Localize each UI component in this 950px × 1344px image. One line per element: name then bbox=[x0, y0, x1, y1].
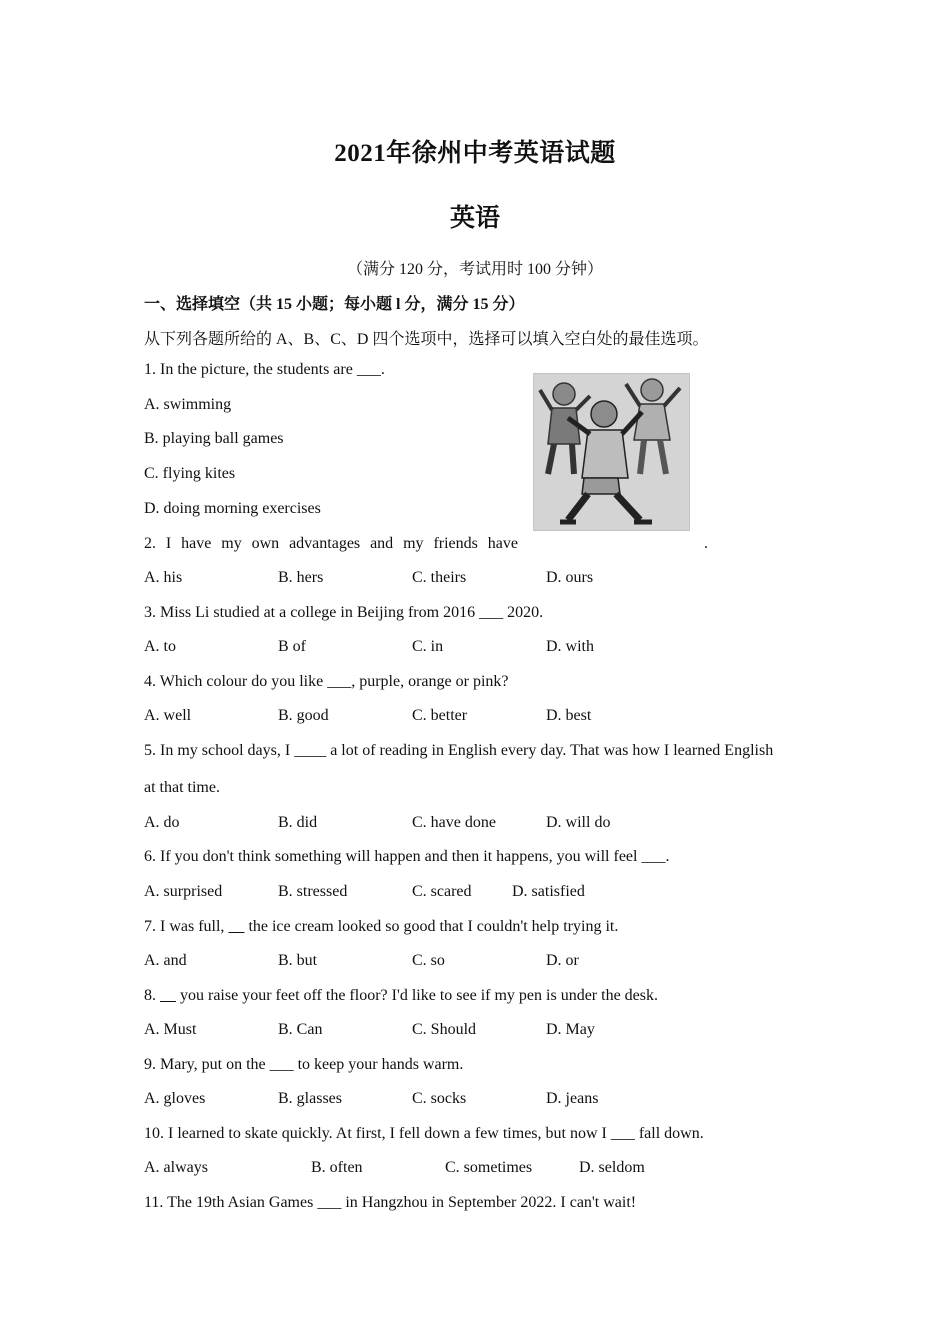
question-2-option-a: A. his bbox=[144, 569, 183, 586]
question-4-option-b: B. good bbox=[278, 707, 329, 724]
question-4-option-d: D. best bbox=[546, 707, 592, 724]
stem-part: 8. bbox=[144, 987, 160, 1004]
subject-title: 英语 bbox=[449, 205, 500, 232]
stem-word: I bbox=[165, 535, 172, 552]
stem-part: you raise your feet off the floor? I'd like to see if my pen is under the desk. bbox=[176, 987, 658, 1004]
section-heading: 一、选择填空（共 15 小题；每小题 l 分，满分 15 分） bbox=[144, 296, 525, 313]
question-9-option-d: D. jeans bbox=[546, 1090, 599, 1107]
answer-blank bbox=[228, 918, 244, 935]
stem-word: 2. bbox=[144, 535, 156, 552]
question-1-option-d: D. doing morning exercises bbox=[144, 500, 321, 517]
question-10-stem: 10. I learned to skate quickly. At first, I fell down a few times, but now I ___ fall down. bbox=[144, 1125, 704, 1142]
question-8-option-c: C. Should bbox=[412, 1021, 477, 1038]
question-10-option-d: D. seldom bbox=[579, 1159, 645, 1176]
question-10-option-a: A. always bbox=[144, 1159, 208, 1176]
question-7-option-b: B. but bbox=[278, 952, 318, 969]
question-10-option-b: B. often bbox=[311, 1159, 363, 1176]
question-1-option-c: C. flying kites bbox=[144, 465, 236, 482]
stem-part: the ice cream looked so good that I couldn't help trying it. bbox=[244, 918, 619, 935]
question-6-option-c: C. scared bbox=[412, 883, 472, 900]
question-6-option-b: B. stressed bbox=[278, 883, 348, 900]
score-time-note: （满分 120 分，考试用时 100 分钟） bbox=[346, 261, 603, 278]
stem-word: my bbox=[221, 535, 242, 552]
question-2-option-b: B. hers bbox=[278, 569, 324, 586]
question-8-option-a: A. Must bbox=[144, 1021, 197, 1038]
question-9-option-b: B. glasses bbox=[278, 1090, 342, 1107]
question-2-stem bbox=[144, 535, 518, 553]
question-6-option-d: D. satisfied bbox=[512, 883, 585, 900]
question-1-stem: 1. In the picture, the students are ___. bbox=[144, 361, 385, 378]
question-9-stem: 9. Mary, put on the ___ to keep your hands warm. bbox=[144, 1056, 464, 1073]
question-5-option-a: A. do bbox=[144, 814, 180, 831]
question-7-option-c: C. so bbox=[412, 952, 445, 969]
question-5-option-d: D. will do bbox=[546, 814, 611, 831]
question-3-option-d: D. with bbox=[546, 638, 594, 655]
question-4-stem: 4. Which colour do you like ___, purple, orange or pink? bbox=[144, 673, 509, 690]
question-5-stem: 5. In my school days, I ____ a lot of reading in English every day. That was how I learned English bbox=[144, 742, 774, 759]
stem-word: have bbox=[181, 535, 212, 552]
answer-blank bbox=[160, 987, 176, 1004]
question-4-option-c: C. better bbox=[412, 707, 468, 724]
question-2-stem-end: . bbox=[704, 535, 708, 552]
question-1-option-b: B. playing ball games bbox=[144, 430, 284, 447]
question-2-option-d: D. ours bbox=[546, 569, 594, 586]
section-instruction: 从下列各题所给的 A、B、C、D 四个选项中，选择可以填入空白处的最佳选项。 bbox=[144, 331, 709, 348]
question-8-option-b: B. Can bbox=[278, 1021, 323, 1038]
question-11-stem: 11. The 19th Asian Games ___ in Hangzhou in September 2022. I can't wait! bbox=[144, 1194, 637, 1211]
question-3-option-a: A. to bbox=[144, 638, 176, 655]
page-title: 2021年徐州中考英语试题 bbox=[334, 140, 616, 167]
question-6-option-a: A. surprised bbox=[144, 883, 223, 900]
stem-word: have bbox=[487, 535, 518, 552]
stem-part: 7. I was full, bbox=[144, 918, 229, 935]
question-3-stem: 3. Miss Li studied at a college in Beijing from 2016 ___ 2020. bbox=[144, 604, 544, 621]
question-10-option-c: C. sometimes bbox=[445, 1159, 533, 1176]
question-7-option-a: A. and bbox=[144, 952, 187, 969]
question-3-option-b: B of bbox=[278, 638, 306, 655]
question-6-stem: 6. If you don't think something will happen and then it happens, you will feel ___. bbox=[144, 848, 670, 865]
question-5-option-b: B. did bbox=[278, 814, 318, 831]
stem-word: own bbox=[251, 535, 280, 552]
stem-word: advantages bbox=[289, 535, 361, 552]
question-8-option-d: D. May bbox=[546, 1021, 595, 1038]
question-7-stem bbox=[144, 918, 618, 936]
question-2-option-c: C. theirs bbox=[412, 569, 467, 586]
question-9-option-c: C. socks bbox=[412, 1090, 467, 1107]
stem-word: and bbox=[370, 535, 394, 552]
stem-word: friends bbox=[433, 535, 478, 552]
question-7-option-d: D. or bbox=[546, 952, 579, 969]
students-exercising-illustration-icon bbox=[533, 373, 690, 531]
question-3-option-c: C. in bbox=[412, 638, 444, 655]
question-1-option-a: A. swimming bbox=[144, 396, 232, 413]
question-4-option-a: A. well bbox=[144, 707, 192, 724]
stem-word: my bbox=[403, 535, 424, 552]
question-5-stem-continued: at that time. bbox=[144, 779, 220, 796]
question-8-stem bbox=[144, 987, 658, 1005]
question-5-option-c: C. have done bbox=[412, 814, 496, 831]
question-9-option-a: A. gloves bbox=[144, 1090, 206, 1107]
